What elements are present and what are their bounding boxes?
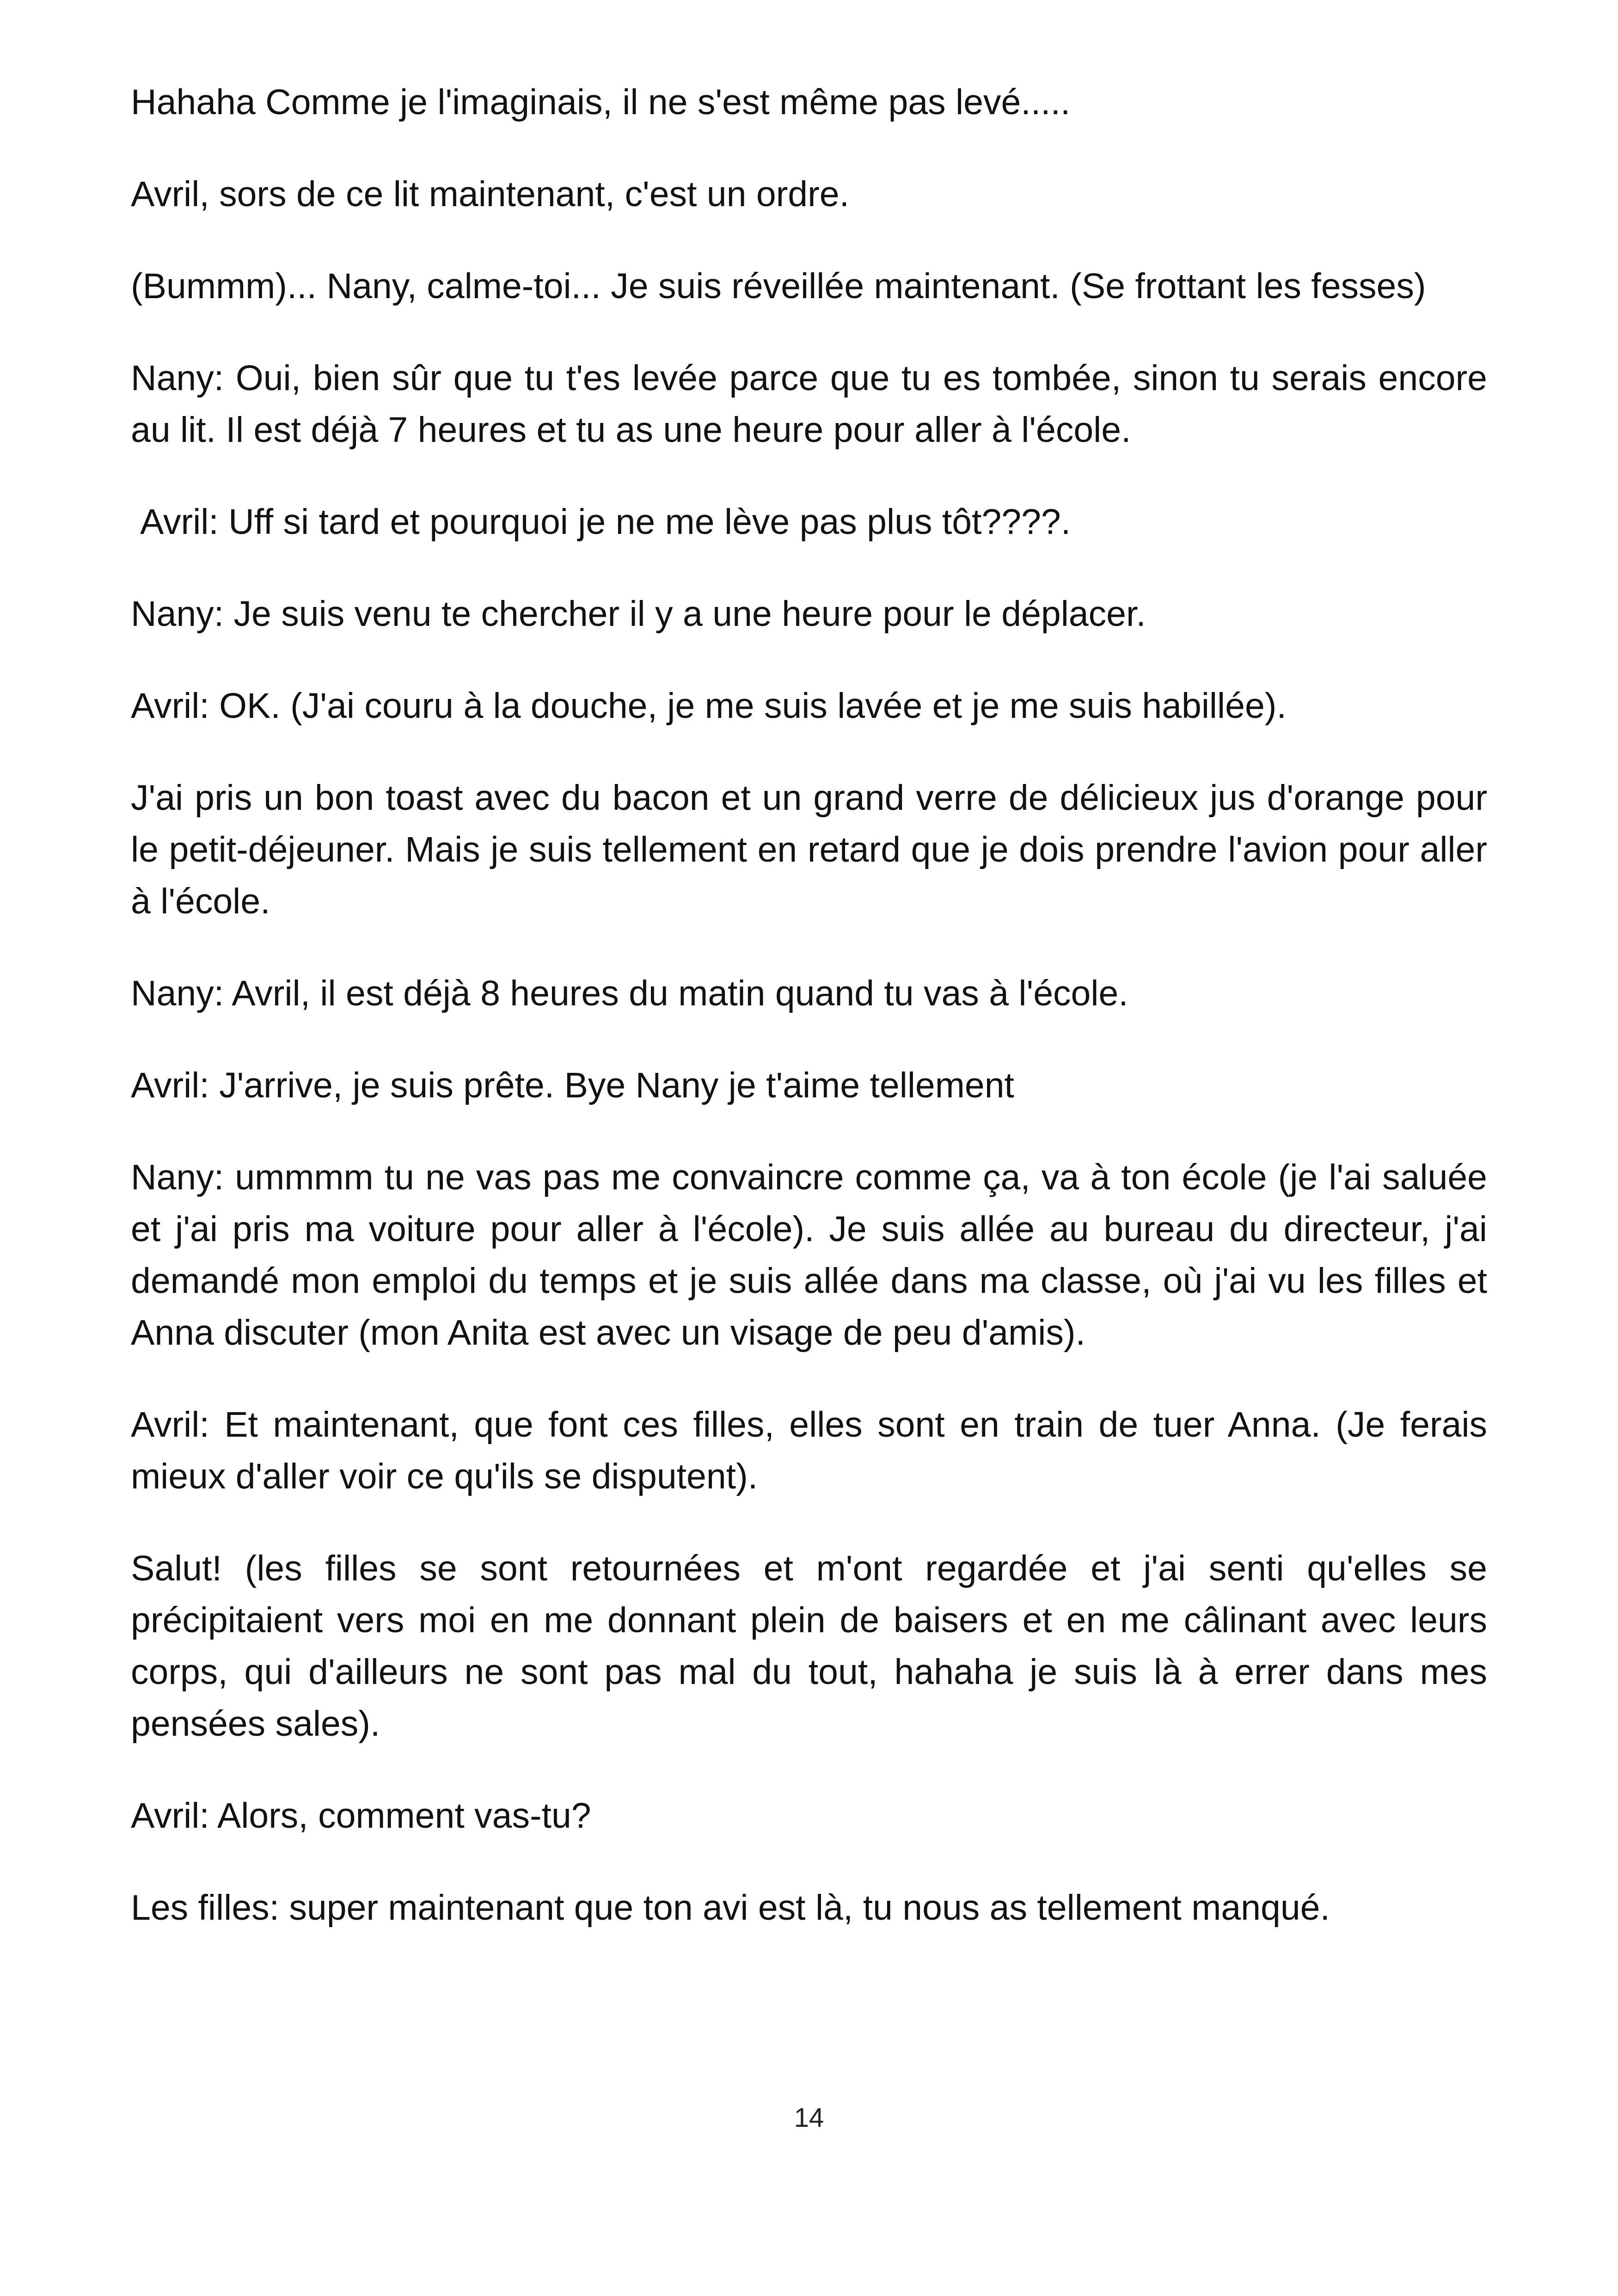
paragraph: Hahaha Comme je l'imaginais, il ne s'est même pas levé..... [131,82,1071,122]
paragraph: Avril: Et maintenant, que font ces filles, elles sont en train de tuer Anna. (Je ferais mieux d'aller voir ce qu'ils se disputent). [131,1405,1487,1496]
paragraph: Avril: Uff si tard et pourquoi je ne me lève pas plus tôt????. [140,502,1071,542]
paragraph: Nany: Avril, il est déjà 8 heures du matin quand tu vas à l'école. [131,974,1128,1013]
paragraph: Avril, sors de ce lit maintenant, c'est un ordre. [131,174,849,214]
paragraph: Nany: ummmm tu ne vas pas me convaincre comme ça, va à ton école (je l'ai saluée et j'ai pris ma voiture pour aller à l'école). Je suis allée au bureau du directeur, j'ai demandé mon emploi du temps et je suis allée dans ma classe, où j'ai vu les filles et Anna discuter (mon Anita est avec un visage de peu d'amis). [131,1157,1487,1353]
page-body [131,76,1487,1974]
paragraph: Avril: Alors, comment vas-tu? [131,1796,591,1836]
paragraph: (Bummm)... Nany, calme-toi... Je suis réveillée maintenant. (Se frottant les fesses) [131,266,1426,306]
paragraph: Avril: OK. (J'ai couru à la douche, je me suis lavée et je me suis habillée). [131,686,1287,726]
page-number: 14 [794,2103,824,2133]
paragraph: Avril: J'arrive, je suis prête. Bye Nany je t'aime tellement [131,1065,1014,1105]
paragraph: Les filles: super maintenant que ton avi est là, tu nous as tellement manqué. [131,1888,1330,1928]
paragraph: Salut! (les filles se sont retournées et m'ont regardée et j'ai senti qu'elles se précipitaient vers moi en me donnant plein de baisers et en me câlinant avec leurs corps, qui d'ailleurs ne sont pas mal du tout, hahaha je suis là à errer dans mes pensées sales). [131,1549,1487,1744]
paragraph: J'ai pris un bon toast avec du bacon et un grand verre de délicieux jus d'orange pour le petit-déjeuner. Mais je suis tellement en retard que je dois prendre l'avion pour aller à l'école. [131,778,1487,921]
paragraph: Nany: Oui, bien sûr que tu t'es levée parce que tu es tombée, sinon tu serais encore au lit. Il est déjà 7 heures et tu as une heure pour aller à l'école. [131,358,1487,450]
paragraph: Nany: Je suis venu te chercher il y a une heure pour le déplacer. [131,594,1146,634]
